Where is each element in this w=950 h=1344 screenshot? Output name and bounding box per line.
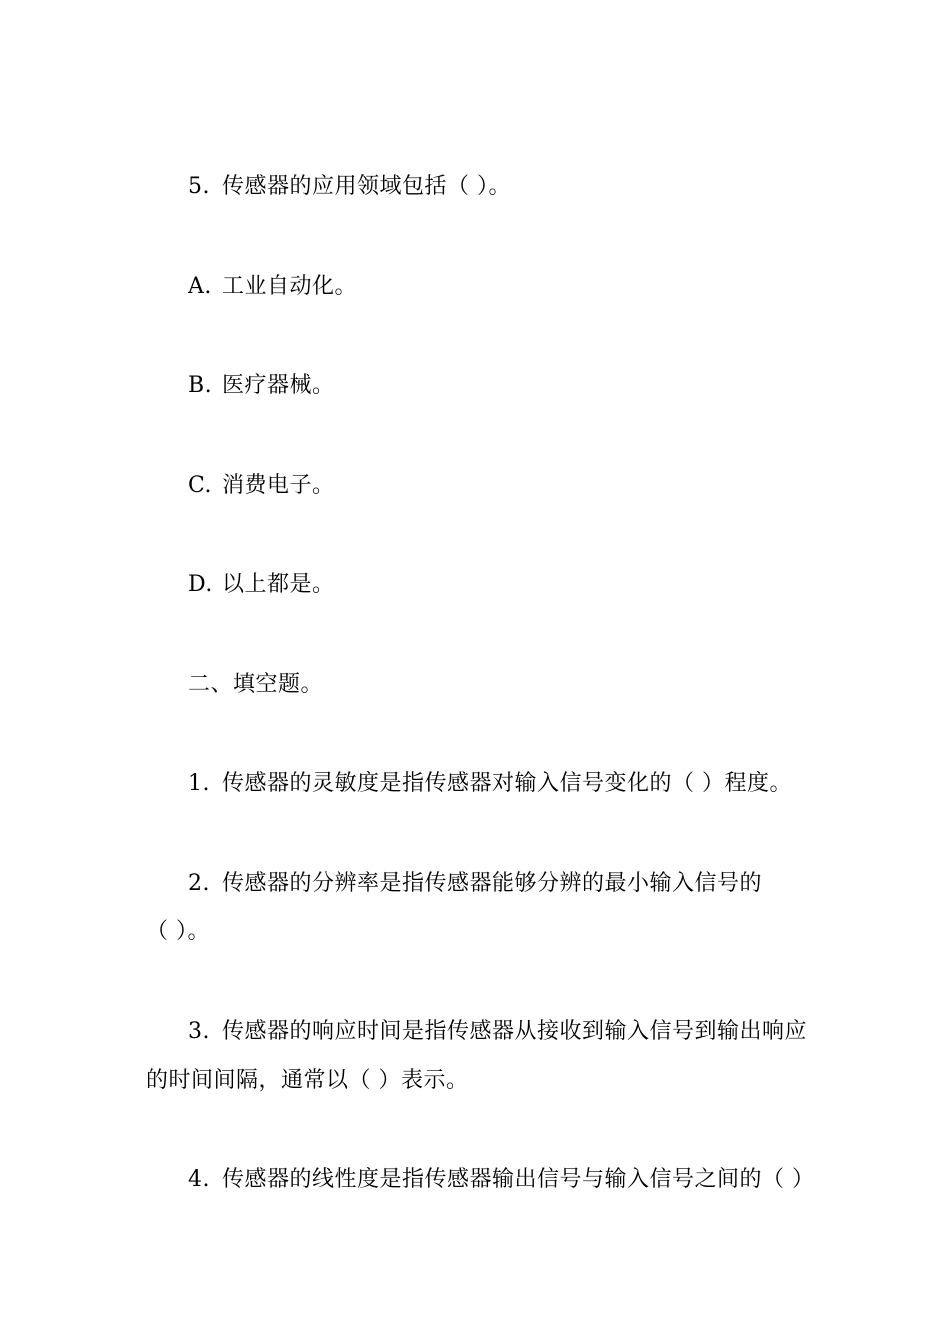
fill-question-2	[188, 869, 762, 899]
question-number: 1.	[188, 771, 210, 796]
question-number: 2.	[188, 871, 210, 896]
question-text: 传感器的灵敏度是指传感器对输入信号变化的（ ）程度。	[222, 771, 792, 796]
option-label: A.	[188, 274, 212, 299]
fill-question-4	[188, 1165, 815, 1195]
question-text: 传感器的响应时间是指传感器从接收到输入信号到输出响应	[222, 1019, 808, 1044]
section-heading: 二、填空题。	[188, 672, 324, 697]
option-c	[188, 471, 335, 501]
option-b	[188, 371, 335, 401]
fill-question-1	[188, 769, 792, 799]
option-d	[188, 570, 335, 600]
fill-question-2-continuation: （ ）。	[146, 919, 210, 944]
option-text: 消费电子。	[222, 473, 335, 498]
fill-question-3-continuation: 的时间间隔，通常以（ ）表示。	[146, 1068, 469, 1093]
option-label: D.	[188, 572, 213, 597]
option-label: B.	[188, 373, 213, 398]
question-text: 传感器的线性度是指传感器输出信号与输入信号之间的（ ）	[222, 1167, 815, 1192]
question-text: 传感器的分辨率是指传感器能够分辨的最小输入信号的	[222, 871, 763, 896]
option-text: 医疗器械。	[222, 373, 335, 398]
option-label: C.	[188, 473, 213, 498]
fill-question-3	[188, 1017, 807, 1047]
option-text: 工业自动化。	[222, 274, 358, 299]
option-text: 以上都是。	[222, 572, 335, 597]
question-number: 3.	[188, 1019, 210, 1044]
question-text: 传感器的应用领域包括（ ）。	[222, 174, 511, 199]
question-number: 4.	[188, 1167, 210, 1192]
option-a	[188, 272, 357, 302]
question-number: 5.	[188, 174, 210, 199]
question-5	[188, 172, 511, 202]
